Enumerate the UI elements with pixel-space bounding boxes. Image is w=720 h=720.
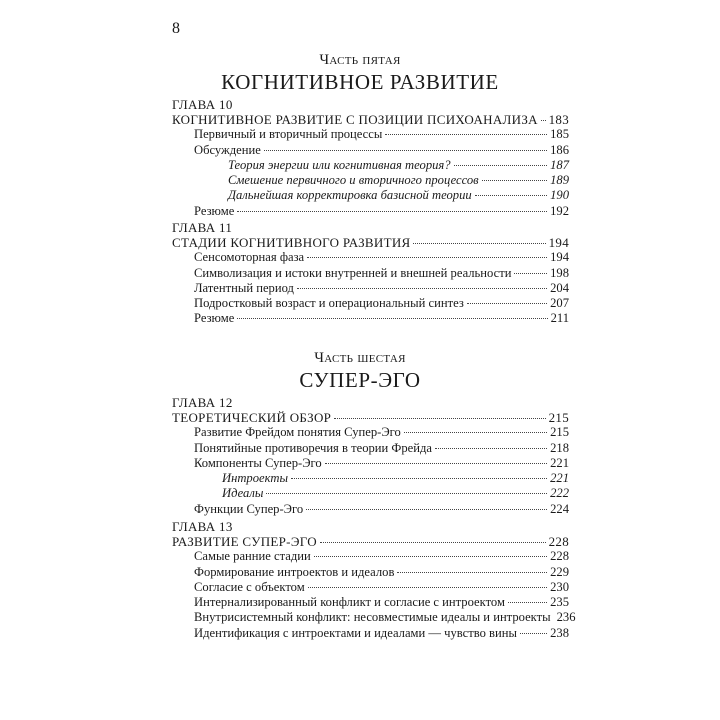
toc-entry-title: Интроекты (222, 471, 288, 486)
toc-entry-page: 222 (550, 486, 569, 501)
toc-entry-title: Функции Супер-Эго (194, 501, 304, 516)
toc-entry-page: 192 (550, 203, 569, 218)
toc-entry[interactable] (172, 626, 569, 641)
dot-leader (520, 633, 547, 634)
chapter-11 (172, 220, 569, 327)
toc-entry[interactable] (172, 595, 569, 610)
toc-entry[interactable] (172, 580, 569, 595)
toc-entry-title: Формирование интроектов и идеалов (194, 564, 395, 579)
chapter-12 (172, 395, 569, 517)
dot-leader (397, 572, 547, 573)
toc-entry-page: 187 (550, 157, 569, 172)
toc-entry-title: Идеалы (222, 486, 264, 501)
toc-entry[interactable] (172, 204, 569, 219)
toc-entry[interactable] (172, 565, 569, 580)
dot-leader (482, 180, 547, 181)
dot-leader (467, 303, 547, 304)
dot-leader (237, 211, 547, 212)
chapter-10 (172, 97, 569, 219)
toc-entry-title: Сенсомоторная фаза (194, 250, 305, 265)
toc-entry[interactable] (172, 441, 569, 456)
toc-entry-title: Резюме (194, 311, 235, 326)
dot-leader (435, 448, 547, 449)
toc-entry-page: 207 (550, 296, 569, 311)
chapter-label: ГЛАВА 11 (172, 220, 233, 235)
toc-entry-title: Развитие Фрейдом понятия Супер-Эго (194, 425, 401, 440)
toc-entry[interactable] (172, 188, 569, 203)
toc-entry-page: 228 (548, 534, 569, 549)
toc-entry-page: 211 (550, 311, 569, 326)
part-title: СУПЕР-ЭГО (299, 368, 421, 392)
toc-entry-title: КОГНИТИВНОЕ РАЗВИТИЕ С ПОЗИЦИИ ПСИХОАНАЛИЗА (172, 112, 538, 127)
dot-leader (514, 273, 547, 274)
dot-leader (475, 195, 547, 196)
dot-leader (307, 257, 547, 258)
toc-entry[interactable] (172, 534, 569, 549)
toc-entry[interactable] (172, 311, 569, 326)
toc-entry[interactable] (172, 281, 569, 296)
toc-entry-page: 204 (550, 280, 569, 295)
toc-entry-title: Обсуждение (194, 142, 261, 157)
toc-entry-page: 221 (550, 471, 569, 486)
dot-leader (404, 432, 547, 433)
dot-leader (334, 418, 545, 419)
toc-entry-page: 221 (550, 455, 569, 470)
chapter-13 (172, 519, 576, 641)
toc-entry-title: Внутрисистемный конфликт: несовместимые идеалы и интроекты (194, 610, 551, 625)
toc-entry-page: 218 (550, 440, 569, 455)
toc-entry-page: 228 (550, 549, 569, 564)
dot-leader (508, 602, 547, 603)
toc-entry[interactable] (172, 502, 569, 517)
chapter-label: ГЛАВА 10 (172, 97, 233, 112)
part-label: Часть пятая (319, 52, 401, 68)
dot-leader (237, 318, 547, 319)
toc-entry-title: РАЗВИТИЕ СУПЕР-ЭГО (172, 534, 317, 549)
toc-entry-page: 224 (550, 501, 569, 516)
toc-entry-title: Дальнейшая корректировка базисной теории (228, 188, 472, 203)
part-label: Часть шестая (314, 350, 406, 366)
dot-leader (320, 542, 546, 543)
toc-entry-page: 238 (550, 625, 569, 640)
toc-entry-page: 229 (550, 564, 569, 579)
part-five-heading (150, 52, 570, 95)
part-six-heading (150, 350, 570, 393)
toc-entry-page: 215 (548, 410, 569, 425)
toc-entry-page: 194 (548, 235, 569, 250)
part-title: КОГНИТИВНОЕ РАЗВИТИЕ (221, 70, 499, 94)
dot-leader (385, 134, 547, 135)
toc-entry[interactable] (172, 143, 569, 158)
toc-entry-page: 190 (550, 188, 569, 203)
dot-leader (264, 150, 547, 151)
toc-entry[interactable] (172, 127, 569, 142)
toc-entry[interactable] (172, 296, 569, 311)
toc-entry-title: Смешение первичного и вторичного процессов (228, 173, 479, 188)
toc-entry-title: ТЕОРЕТИЧЕСКИЙ ОБЗОР (172, 410, 332, 425)
toc-entry-title: Самые ранние стадии (194, 549, 311, 564)
toc-entry[interactable] (172, 266, 569, 281)
toc-entry[interactable] (172, 610, 576, 625)
toc-entry-title: Символизация и истоки внутренней и внешней реальности (194, 265, 512, 280)
dot-leader (454, 165, 548, 166)
toc-entry[interactable] (172, 410, 569, 425)
toc-entry-page: 185 (550, 127, 569, 142)
dot-leader (413, 243, 545, 244)
toc-entry-page: 198 (550, 265, 569, 280)
toc-entry-title: Теория энергии или когнитивная теория? (228, 157, 451, 172)
toc-entry[interactable] (172, 173, 569, 188)
toc-entry-title: Понятийные противоречия в теории Фрейда (194, 440, 432, 455)
toc-entry-title: СТАДИИ КОГНИТИВНОГО РАЗВИТИЯ (172, 235, 411, 250)
toc-entry-title: Резюме (194, 203, 235, 218)
toc-entry-page: 215 (550, 425, 569, 440)
dot-leader (291, 478, 547, 479)
dot-leader (325, 463, 547, 464)
dot-leader (266, 493, 547, 494)
dot-leader (308, 587, 547, 588)
toc-entry-page: 235 (550, 595, 569, 610)
toc-entry-page: 194 (550, 250, 569, 265)
dot-leader (306, 509, 547, 510)
toc-entry-title: Подростковый возраст и операциональный синтез (194, 296, 464, 311)
chapter-label: ГЛАВА 12 (172, 395, 233, 410)
toc-entry-page: 186 (550, 142, 569, 157)
toc-entry-title: Компоненты Супер-Эго (194, 455, 322, 470)
toc-entry-title: Идентификация с интроектами и идеалами — чувство вины (194, 625, 517, 640)
toc-entry-title: Интернализированный конфликт и согласие с интроектом (194, 595, 505, 610)
toc-entry[interactable] (172, 471, 569, 486)
toc-entry[interactable] (172, 112, 569, 127)
toc-entry[interactable] (172, 549, 569, 564)
toc-entry[interactable] (172, 486, 569, 501)
toc-entry-title: Первичный и вторичный процессы (194, 127, 383, 142)
toc-entry-page: 183 (548, 112, 569, 127)
dot-leader (541, 120, 546, 121)
toc-entry-page: 189 (550, 173, 569, 188)
toc-entry[interactable] (172, 158, 569, 173)
dot-leader (314, 556, 547, 557)
toc-entry-title: Латентный период (194, 280, 294, 295)
toc-entry[interactable] (172, 250, 569, 265)
dot-leader (297, 288, 547, 289)
toc-entry-page: 230 (550, 579, 569, 594)
toc-entry[interactable] (172, 235, 569, 250)
chapter-label: ГЛАВА 13 (172, 519, 233, 534)
toc-entry-page: 236 (556, 610, 576, 625)
toc-entry-title: Согласие с объектом (194, 579, 305, 594)
page-number: 8 (172, 20, 180, 37)
toc-entry[interactable] (172, 456, 569, 471)
toc-entry[interactable] (172, 425, 569, 440)
